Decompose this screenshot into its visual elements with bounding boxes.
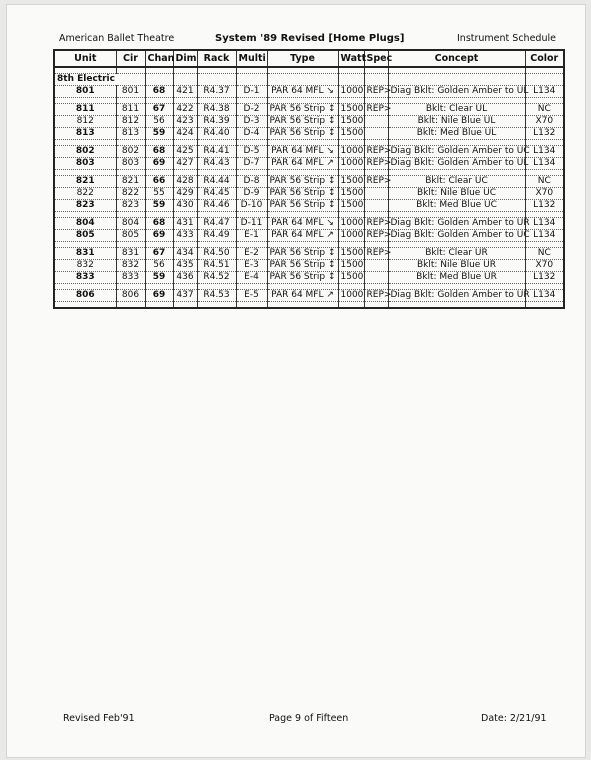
cell-spec: REP>: [364, 176, 388, 188]
column-header-watt: Watt: [338, 50, 364, 67]
cell-unit: 821: [54, 176, 116, 188]
cell-concept: Diag Bklt: Golden Amber to UC: [388, 146, 525, 158]
cell-concept: Bklt: Med Blue UL: [388, 128, 525, 140]
cell-type: PAR 56 Strip ↕: [267, 116, 338, 128]
column-header-spec: Spec: [364, 50, 388, 67]
cell-watt: 1500: [338, 260, 364, 272]
cell-unit: 832: [54, 260, 116, 272]
cell-spec: REP>: [364, 158, 388, 170]
cell-color: L134: [525, 146, 564, 158]
cell-watt: 1500: [338, 272, 364, 284]
cell-unit: 806: [54, 290, 116, 302]
cell-chan: 69: [145, 158, 173, 170]
cell-color: L132: [525, 272, 564, 284]
cell-multi: E-3: [236, 260, 267, 272]
cell-dim: 422: [173, 104, 197, 116]
cell-dim: 433: [173, 230, 197, 242]
cell-concept: Bklt: Clear UR: [388, 248, 525, 260]
table-row: [54, 86, 564, 98]
cell-watt: 1500: [338, 248, 364, 260]
document-page: [6, 4, 586, 758]
cell-chan: 56: [145, 260, 173, 272]
cell-cir: 821: [116, 176, 145, 188]
cell-chan: 59: [145, 200, 173, 212]
cell-cir: 823: [116, 200, 145, 212]
cell-multi: D-8: [236, 176, 267, 188]
cell-multi: D-4: [236, 128, 267, 140]
section-row: [54, 74, 564, 86]
column-header-type: Type: [267, 50, 338, 67]
cell-chan: 66: [145, 176, 173, 188]
cell-cir: 803: [116, 158, 145, 170]
instrument-schedule-table: [53, 49, 565, 309]
cell-unit: 813: [54, 128, 116, 140]
cell-chan: 59: [145, 128, 173, 140]
cell-type: PAR 64 MFL ↘: [267, 218, 338, 230]
cell-multi: E-2: [236, 248, 267, 260]
cell-spec: [364, 116, 388, 128]
cell-multi: D-9: [236, 188, 267, 200]
cell-unit: 804: [54, 218, 116, 230]
cell-watt: 1500: [338, 116, 364, 128]
cell-type: PAR 56 Strip ↕: [267, 248, 338, 260]
cell-concept: Diag Bklt: Golden Amber to UC: [388, 230, 525, 242]
cell-watt: 1000: [338, 146, 364, 158]
cell-spec: REP>: [364, 218, 388, 230]
cell-rack: R4.39: [197, 116, 236, 128]
cell-rack: R4.52: [197, 272, 236, 284]
column-header-color: Color: [525, 50, 564, 67]
table-row: [54, 272, 564, 284]
cell-multi: E-5: [236, 290, 267, 302]
cell-spec: REP>: [364, 146, 388, 158]
column-header-dim: Dim: [173, 50, 197, 67]
cell-concept: Bklt: Med Blue UC: [388, 200, 525, 212]
table-header-row: [54, 50, 564, 67]
cell-unit: 831: [54, 248, 116, 260]
cell-type: PAR 56 Strip ↕: [267, 200, 338, 212]
cell-type: PAR 64 MFL ↗: [267, 158, 338, 170]
cell-concept: Bklt: Nile Blue UL: [388, 116, 525, 128]
cell-concept: Bklt: Nile Blue UC: [388, 188, 525, 200]
cell-rack: R4.43: [197, 158, 236, 170]
cell-unit: 811: [54, 104, 116, 116]
cell-color: L134: [525, 290, 564, 302]
cell-dim: 430: [173, 200, 197, 212]
cell-rack: R4.47: [197, 218, 236, 230]
cell-chan: 69: [145, 290, 173, 302]
cell-rack: R4.41: [197, 146, 236, 158]
cell-color: L132: [525, 200, 564, 212]
cell-type: PAR 56 Strip ↕: [267, 176, 338, 188]
cell-dim: 423: [173, 116, 197, 128]
cell-color: NC: [525, 248, 564, 260]
cell-cir: 811: [116, 104, 145, 116]
cell-chan: 67: [145, 248, 173, 260]
cell-unit: 822: [54, 188, 116, 200]
table-row: [54, 248, 564, 260]
cell-dim: 435: [173, 260, 197, 272]
cell-type: PAR 64 MFL ↗: [267, 230, 338, 242]
cell-multi: E-4: [236, 272, 267, 284]
cell-rack: R4.51: [197, 260, 236, 272]
column-header-cir: Cir: [116, 50, 145, 67]
cell-spec: [364, 260, 388, 272]
cell-color: X70: [525, 188, 564, 200]
column-header-multi: Multi: [236, 50, 267, 67]
cell-concept: Bklt: Clear UL: [388, 104, 525, 116]
spacer-row: [54, 302, 564, 309]
cell-concept: Diag Bklt: Golden Amber to UL: [388, 158, 525, 170]
cell-watt: 1500: [338, 128, 364, 140]
cell-cir: 801: [116, 86, 145, 98]
document-type: Instrument Schedule: [457, 33, 556, 44]
cell-watt: 1000: [338, 230, 364, 242]
table-row: [54, 290, 564, 302]
revision-note: Revised Feb'91: [63, 713, 135, 724]
cell-concept: Bklt: Med Blue UR: [388, 272, 525, 284]
cell-watt: 1000: [338, 218, 364, 230]
cell-rack: R4.37: [197, 86, 236, 98]
cell-color: L134: [525, 158, 564, 170]
cell-spec: REP>: [364, 290, 388, 302]
cell-type: PAR 64 MFL ↘: [267, 146, 338, 158]
cell-chan: 59: [145, 272, 173, 284]
table-row: [54, 176, 564, 188]
cell-chan: 55: [145, 188, 173, 200]
cell-unit: 805: [54, 230, 116, 242]
cell-rack: R4.40: [197, 128, 236, 140]
cell-color: L134: [525, 86, 564, 98]
cell-multi: D-10: [236, 200, 267, 212]
cell-color: X70: [525, 116, 564, 128]
table-row: [54, 230, 564, 242]
table-row: [54, 188, 564, 200]
cell-unit: 803: [54, 158, 116, 170]
cell-spec: [364, 200, 388, 212]
cell-color: NC: [525, 176, 564, 188]
cell-unit: 812: [54, 116, 116, 128]
column-header-rack: Rack: [197, 50, 236, 67]
cell-rack: R4.50: [197, 248, 236, 260]
cell-cir: 833: [116, 272, 145, 284]
cell-dim: 424: [173, 128, 197, 140]
cell-dim: 437: [173, 290, 197, 302]
cell-watt: 1500: [338, 200, 364, 212]
cell-rack: R4.49: [197, 230, 236, 242]
cell-cir: 822: [116, 188, 145, 200]
cell-watt: 1000: [338, 290, 364, 302]
table-row: [54, 146, 564, 158]
cell-dim: 427: [173, 158, 197, 170]
cell-dim: 434: [173, 248, 197, 260]
cell-spec: REP>: [364, 86, 388, 98]
cell-multi: D-5: [236, 146, 267, 158]
cell-unit: 823: [54, 200, 116, 212]
cell-type: PAR 64 MFL ↘: [267, 86, 338, 98]
cell-chan: 68: [145, 146, 173, 158]
cell-chan: 56: [145, 116, 173, 128]
cell-chan: 69: [145, 230, 173, 242]
cell-unit: 802: [54, 146, 116, 158]
column-header-unit: Unit: [54, 50, 116, 67]
table-body: [54, 67, 564, 308]
cell-multi: D-1: [236, 86, 267, 98]
cell-watt: 1500: [338, 188, 364, 200]
cell-spec: [364, 128, 388, 140]
cell-multi: D-11: [236, 218, 267, 230]
page-number: Page 9 of Fifteen: [269, 713, 349, 724]
cell-type: PAR 56 Strip ↕: [267, 188, 338, 200]
cell-color: L132: [525, 128, 564, 140]
cell-rack: R4.38: [197, 104, 236, 116]
cell-type: PAR 56 Strip ↕: [267, 260, 338, 272]
cell-unit: 801: [54, 86, 116, 98]
cell-chan: 67: [145, 104, 173, 116]
cell-spec: REP>: [364, 230, 388, 242]
cell-dim: 425: [173, 146, 197, 158]
cell-chan: 68: [145, 86, 173, 98]
cell-concept: Bklt: Nile Blue UR: [388, 260, 525, 272]
cell-rack: R4.44: [197, 176, 236, 188]
cell-concept: Diag Bklt: Golden Amber to UR: [388, 290, 525, 302]
cell-type: PAR 56 Strip ↕: [267, 272, 338, 284]
table-row: [54, 128, 564, 140]
cell-cir: 802: [116, 146, 145, 158]
table-row: [54, 104, 564, 116]
cell-dim: 431: [173, 218, 197, 230]
cell-watt: 1000: [338, 158, 364, 170]
cell-spec: REP>: [364, 248, 388, 260]
document-title: System '89 Revised [Home Plugs]: [215, 33, 405, 44]
cell-rack: R4.53: [197, 290, 236, 302]
cell-watt: 1500: [338, 176, 364, 188]
column-header-concept: Concept: [388, 50, 525, 67]
cell-spec: REP>: [364, 104, 388, 116]
table-row: [54, 260, 564, 272]
cell-multi: D-3: [236, 116, 267, 128]
cell-color: L134: [525, 230, 564, 242]
table-row: [54, 116, 564, 128]
cell-type: PAR 56 Strip ↕: [267, 128, 338, 140]
cell-concept: Diag Bklt: Golden Amber to UL: [388, 86, 525, 98]
cell-dim: 436: [173, 272, 197, 284]
cell-color: X70: [525, 260, 564, 272]
cell-type: PAR 64 MFL ↗: [267, 290, 338, 302]
cell-multi: D-7: [236, 158, 267, 170]
cell-cir: 813: [116, 128, 145, 140]
cell-concept: Bklt: Clear UC: [388, 176, 525, 188]
cell-color: L134: [525, 218, 564, 230]
cell-spec: [364, 188, 388, 200]
table-row: [54, 158, 564, 170]
cell-chan: 68: [145, 218, 173, 230]
cell-dim: 421: [173, 86, 197, 98]
cell-cir: 832: [116, 260, 145, 272]
cell-color: NC: [525, 104, 564, 116]
cell-multi: E-1: [236, 230, 267, 242]
cell-cir: 806: [116, 290, 145, 302]
cell-watt: 1500: [338, 104, 364, 116]
document-date: Date: 2/21/91: [481, 713, 547, 724]
column-header-chan: Chan: [145, 50, 173, 67]
cell-unit: 833: [54, 272, 116, 284]
cell-rack: R4.46: [197, 200, 236, 212]
cell-cir: 831: [116, 248, 145, 260]
cell-dim: 428: [173, 176, 197, 188]
cell-multi: D-2: [236, 104, 267, 116]
cell-concept: Diag Bklt: Golden Amber to UR: [388, 218, 525, 230]
cell-type: PAR 56 Strip ↕: [267, 104, 338, 116]
cell-cir: 805: [116, 230, 145, 242]
section-label: 8th Electric: [54, 74, 145, 86]
cell-dim: 429: [173, 188, 197, 200]
cell-cir: 812: [116, 116, 145, 128]
table-row: [54, 218, 564, 230]
cell-cir: 804: [116, 218, 145, 230]
cell-rack: R4.45: [197, 188, 236, 200]
organization-name: American Ballet Theatre: [59, 33, 175, 44]
cell-watt: 1000: [338, 86, 364, 98]
table-row: [54, 200, 564, 212]
cell-spec: [364, 272, 388, 284]
